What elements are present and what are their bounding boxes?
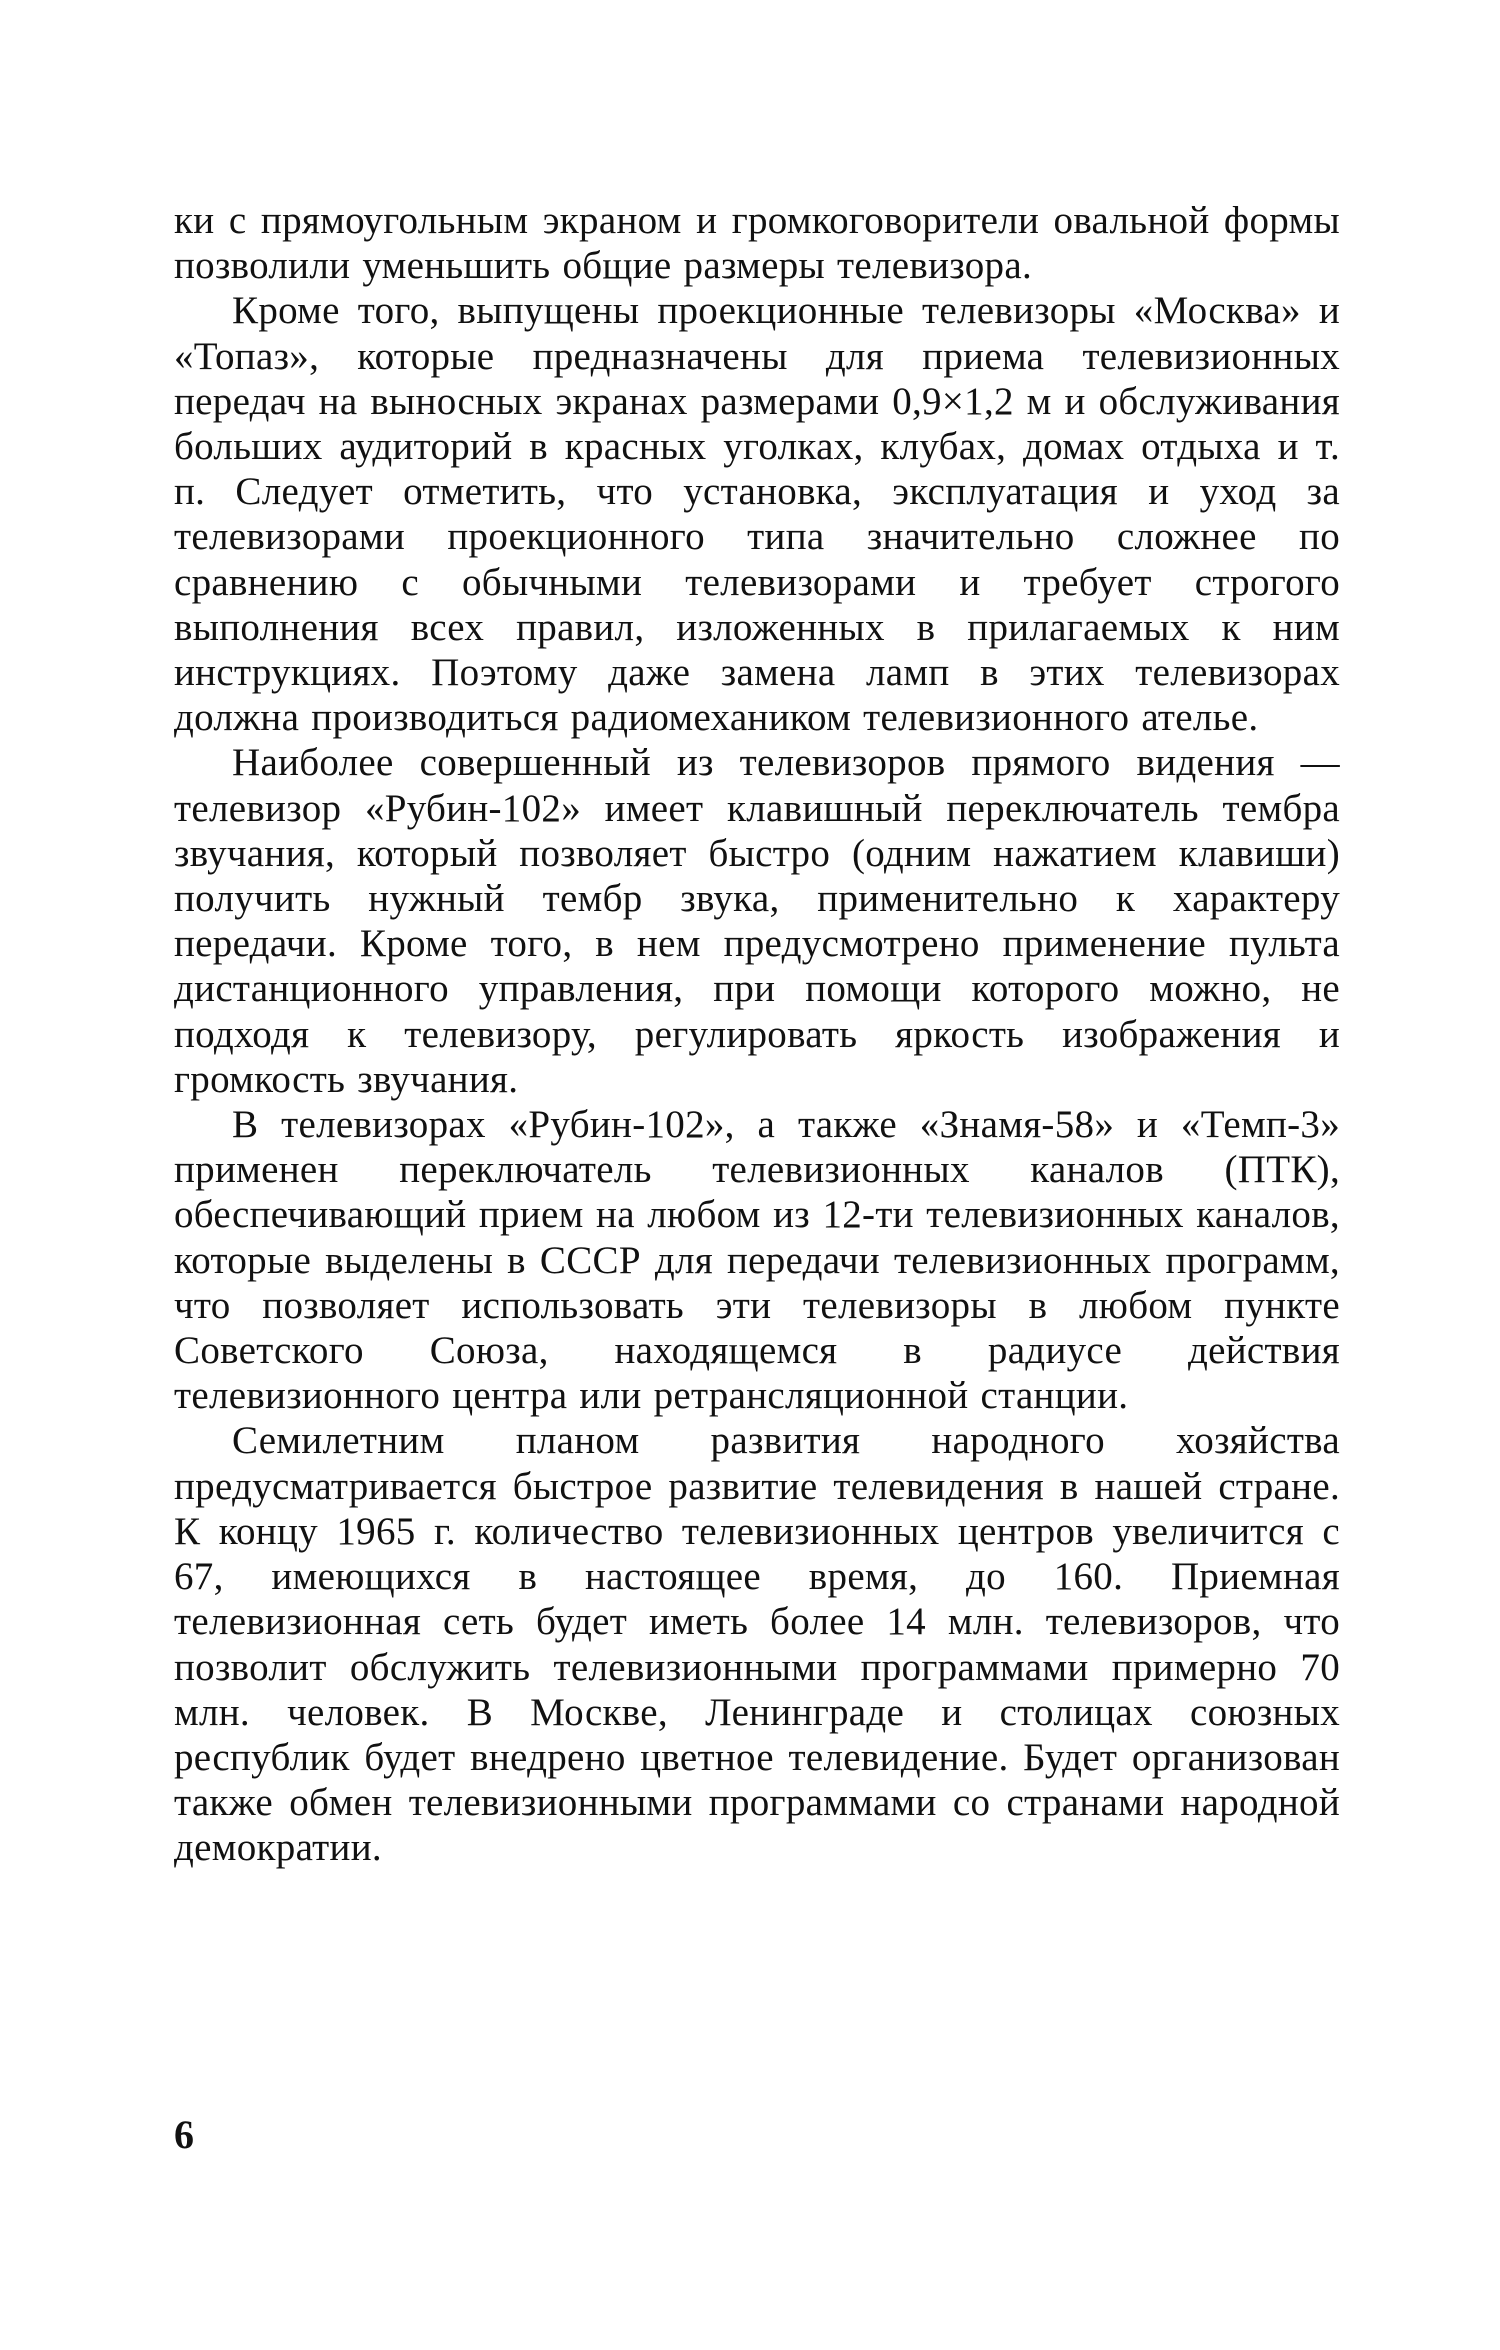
- page-number: 6: [174, 2112, 194, 2157]
- paragraph-projection-tvs: Кроме того, выпущены проекционные телевизоры «Москва» и «Топаз», которые предназначены для приема телевизионных передач на выносных экранах размерами 0,9×1,2 м и обслуживания больших аудиторий в красных уголках, клубах, домах отдыха и т. п. Следует отметить, что установка, эксплуатация и уход за телевизорами проекционного типа значительно сложнее по сравнению с обычными телевизорами и требует строгого выполнения всех правил, изложенных в прилагаемых к ним инструкциях. Поэтому даже замена ламп в этих телевизорах должна производиться радиомехаником телевизионного ателье.: [174, 289, 1340, 740]
- paragraph-rubin-102: Наиболее совершенный из телевизоров прямого видения — телевизор «Рубин-102» имеет клавишный переключатель тембра звучания, который позволяет быстро (одним нажатием клавиши) получить нужный тембр звука, применительно к характеру передачи. Кроме того, в нем предусмотрено применение пульта дистанционного управления, при помощи которого можно, не подходя к телевизору, регулировать яркость изображения и громкость звучания.: [174, 741, 1340, 1101]
- paragraph-seven-year-plan: Семилетним планом развития народного хозяйства предусматривается быстрое развитие телевидения в нашей стране. К концу 1965 г. количество телевизионных центров увеличится с 67, имеющихся в настоящее время, до 160. Приемная телевизионная сеть будет иметь более 14 млн. телевизоров, что позволит обслужить телевизионными программами примерно 70 млн. человек. В Москве, Ленинграде и столицах союзных республик будет внедрено цветное телевидение. Будет организован также обмен телевизионными программами со странами народной демократии.: [174, 1419, 1340, 1870]
- page-body: [174, 198, 1340, 2198]
- paragraph-continuation: ки с прямоугольным экраном и громкоговорители овальной формы позволили уменьшить общие размеры телевизора.: [174, 199, 1340, 288]
- paragraph-channel-switch: В телевизорах «Рубин-102», а также «Знамя-58» и «Темп-3» применен переключатель телевизионных каналов (ПТК), обеспечивающий прием на любом из 12-ти телевизионных каналов, которые выделены в СССР для передачи телевизионных программ, что позволяет использовать эти телевизоры в любом пункте Советского Союза, находящемся в радиусе действия телевизионного центра или ретрансляционной станции.: [174, 1103, 1340, 1418]
